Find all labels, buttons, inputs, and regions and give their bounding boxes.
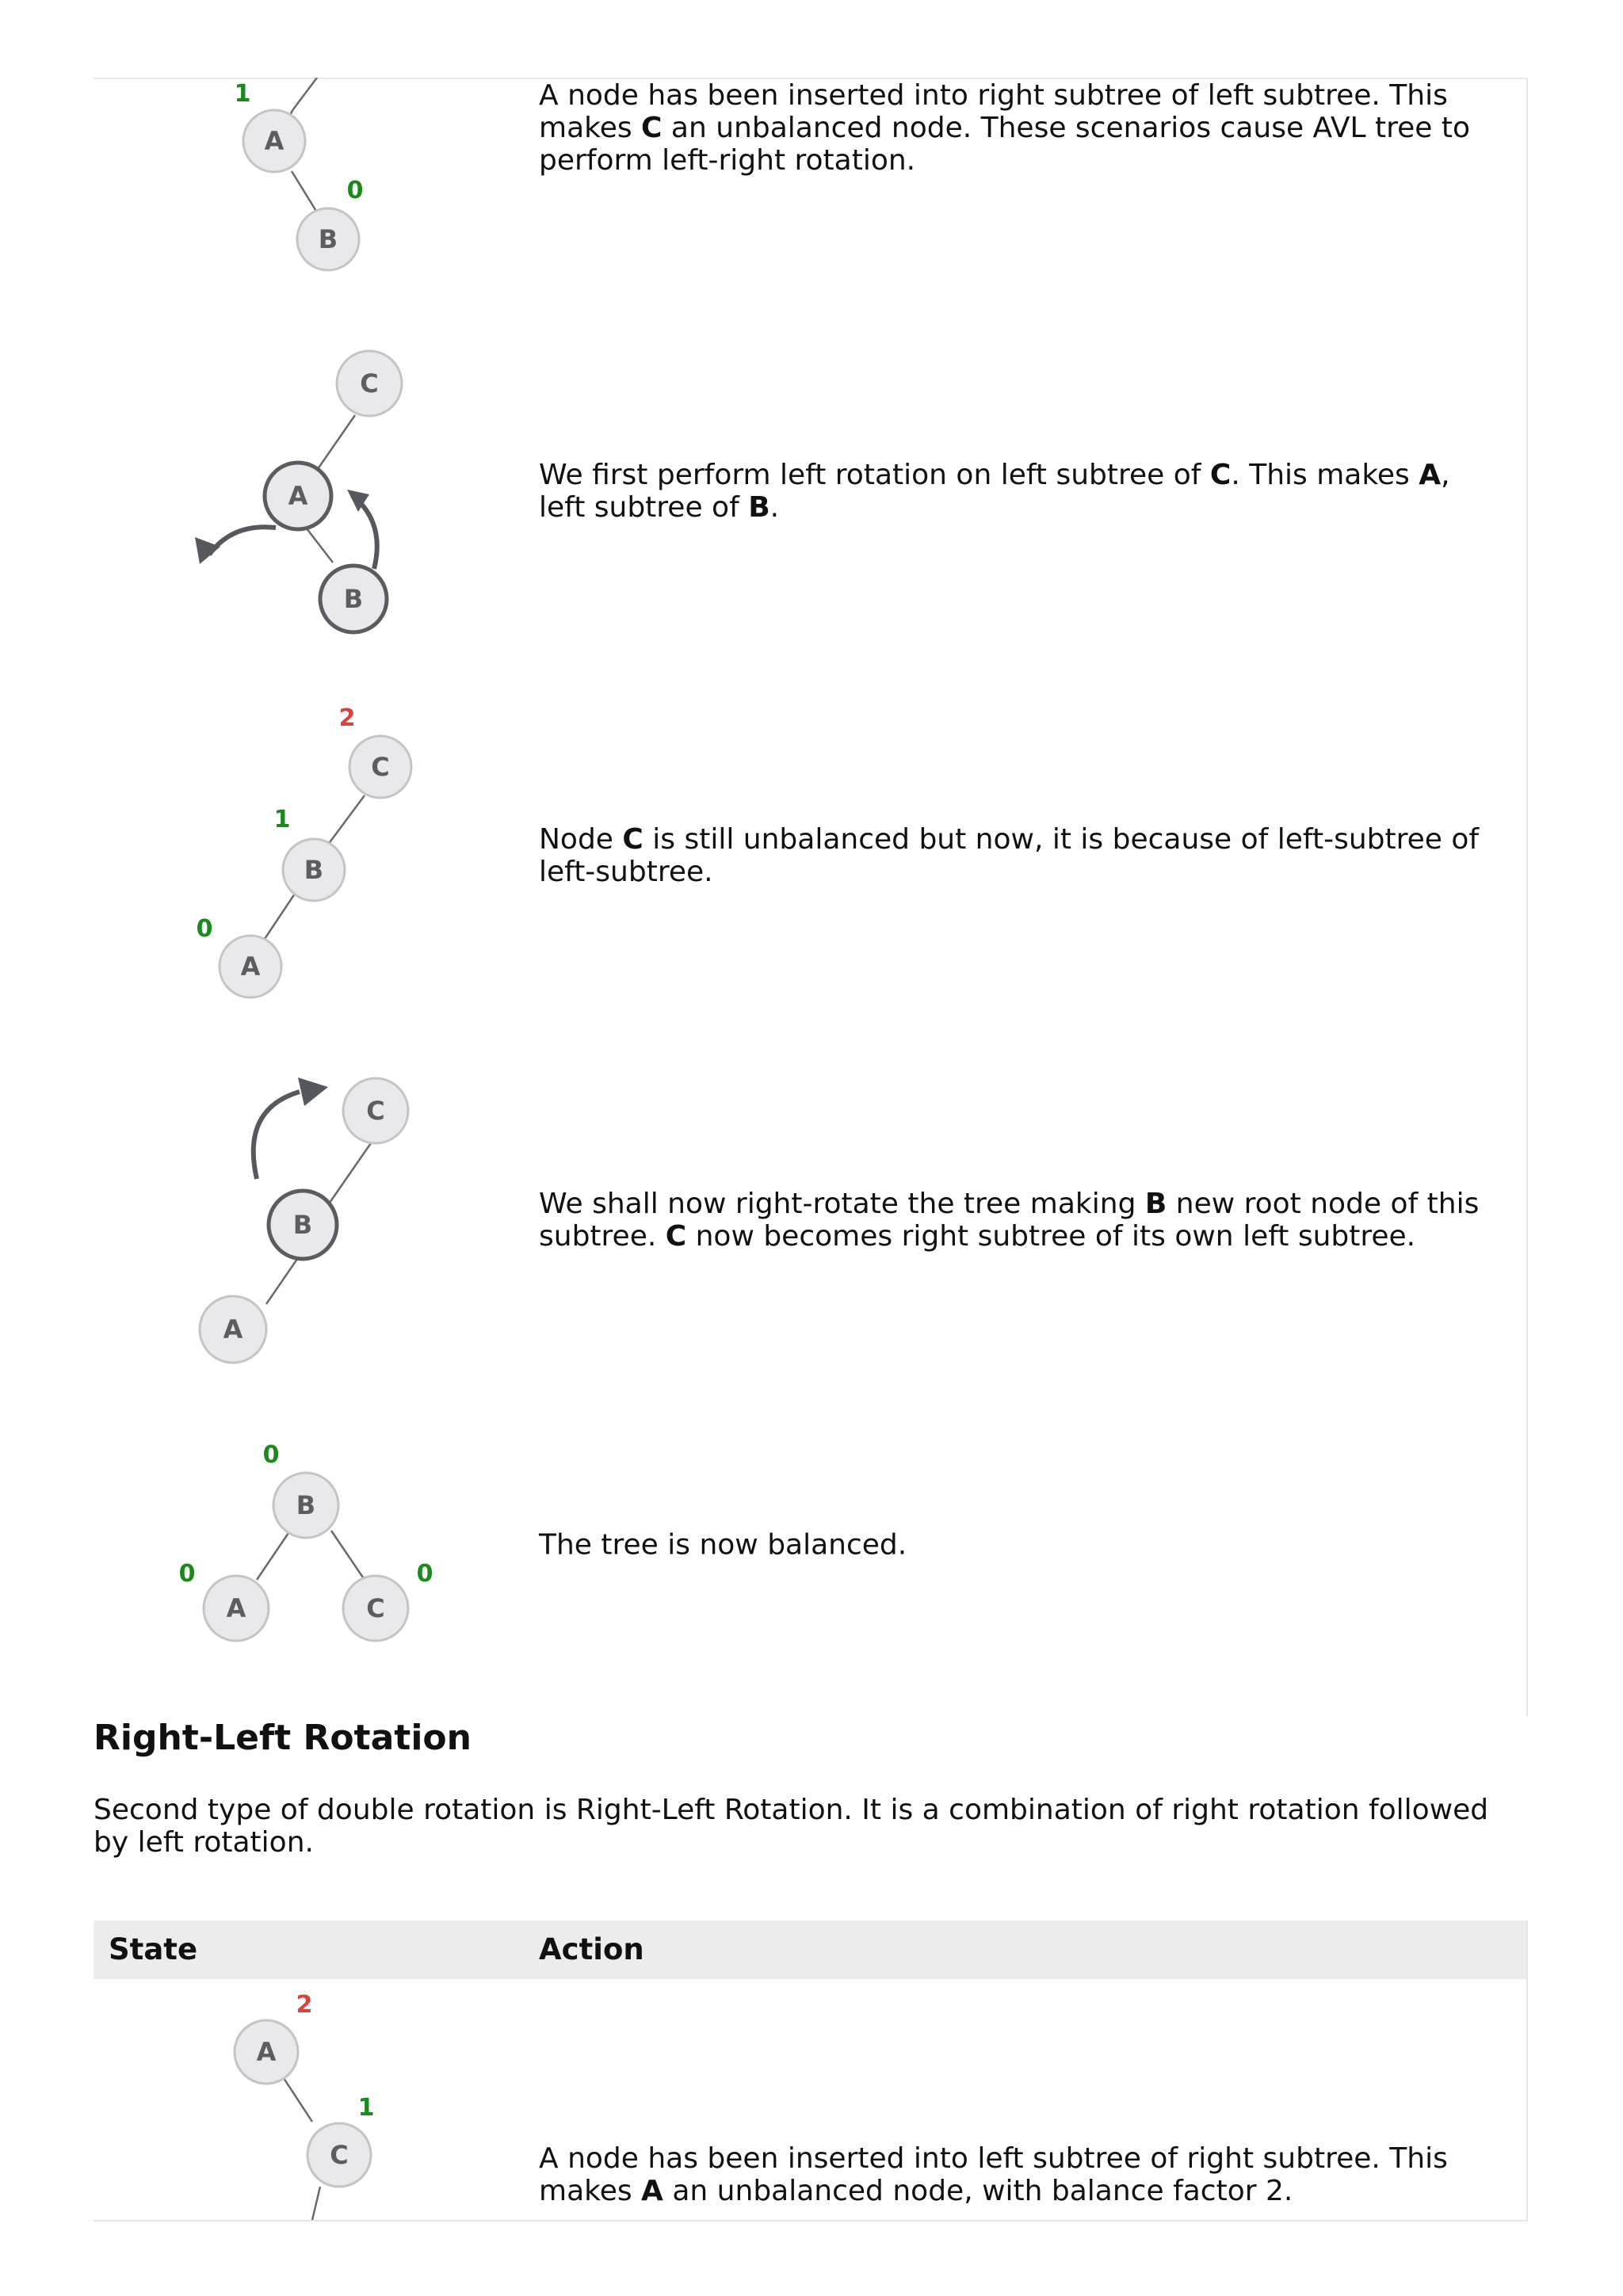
tree-node — [283, 839, 345, 901]
tree-node — [265, 463, 331, 529]
tree-diagram — [94, 697, 537, 1014]
svg-text:C: C — [366, 1096, 385, 1126]
tree-node — [243, 110, 305, 172]
tree-node — [273, 1473, 338, 1538]
tree-edge — [330, 1141, 372, 1203]
svg-text:A: A — [256, 2037, 277, 2067]
balance-factor: 0 — [262, 1441, 280, 1469]
action-cell: The tree is now balanced. — [539, 1528, 907, 1562]
balance-factor: 0 — [178, 1560, 196, 1588]
action-cell: We first perform left rotation on left subtree of C. This makes A, left subtree of B. — [539, 459, 1450, 524]
rotate-right-arrow-icon — [298, 1077, 328, 1106]
tree-node — [307, 2123, 371, 2187]
balance-factor: 2 — [296, 1991, 313, 2019]
svg-text:A: A — [240, 952, 261, 982]
balance-factor: 0 — [346, 177, 364, 204]
tree-diagram — [94, 78, 537, 284]
tree-node — [200, 1296, 266, 1363]
tree-edge — [293, 78, 317, 109]
action-cell: A node has been inserted into left subtree of right subtree. This makes A an unbalanced node, with balance factor 2. — [539, 2142, 1448, 2207]
tree-diagram — [94, 1426, 537, 1664]
tree-edge — [282, 2076, 312, 2122]
table-row — [94, 333, 1526, 650]
svg-text:C: C — [371, 752, 390, 782]
svg-text:B: B — [304, 855, 324, 885]
balance-factor: 2 — [338, 704, 356, 732]
tree-node — [204, 1576, 269, 1641]
action-cell: Node C is still unbalanced but now, it is because of left-subtree of left-subtree. — [539, 823, 1480, 888]
tree-edge — [312, 2187, 320, 2220]
section-paragraph: Second type of double rotation is Right-Left Rotation. It is a combination of right rotation followed by left rotation. — [94, 1794, 1489, 1859]
svg-text:C: C — [330, 2140, 349, 2170]
svg-text:C: C — [360, 368, 379, 399]
table-row — [94, 697, 1526, 1014]
svg-text:A: A — [223, 1314, 243, 1344]
rotate-right-arrow-icon — [254, 1092, 300, 1179]
svg-text:B: B — [296, 1490, 316, 1520]
table-row — [94, 1426, 1526, 1664]
svg-text:B: B — [318, 224, 338, 254]
tree-edge — [331, 1531, 365, 1580]
tree-node — [269, 1191, 337, 1259]
table-row — [94, 78, 1526, 284]
table-row — [94, 1979, 1526, 2220]
tree-node — [337, 351, 402, 416]
balance-factor: 1 — [234, 80, 251, 108]
balance-factor: 1 — [273, 806, 291, 833]
section-heading: Right-Left Rotation — [94, 1718, 472, 1758]
tree-edge — [263, 894, 295, 941]
tree-node — [235, 2020, 298, 2084]
tree-node — [320, 566, 387, 632]
balance-factor: 1 — [357, 2094, 375, 2122]
state-cell — [94, 78, 537, 284]
tree-edge — [257, 1531, 290, 1580]
svg-text:A: A — [288, 481, 308, 511]
svg-text:B: B — [292, 1210, 313, 1240]
tree-node — [343, 1576, 408, 1641]
action-cell: A node has been inserted into right subtree of left subtree. This makes C an unbalanced node. These scenarios cause AVL tree to perform left-right rotation. — [539, 79, 1470, 177]
tree-diagram — [94, 1062, 537, 1379]
balance-factor: 0 — [196, 915, 213, 943]
state-cell — [94, 333, 537, 650]
state-cell — [94, 697, 537, 1014]
action-column-header: Action — [539, 1932, 644, 1966]
balance-factor: 0 — [416, 1560, 433, 1588]
svg-text:A: A — [264, 126, 285, 156]
state-cell — [94, 1062, 537, 1379]
rotate-left-arrow-icon — [195, 537, 220, 564]
table-row — [94, 1062, 1526, 1379]
tree-diagram — [94, 333, 537, 650]
svg-text:C: C — [366, 1593, 385, 1623]
tree-node — [349, 736, 411, 798]
action-cell: We shall now right-rotate the tree making B new root node of this subtree. C now becomes right subtree of its own left subtree. — [539, 1188, 1480, 1253]
tree-node — [297, 208, 359, 270]
tree-node — [220, 936, 281, 997]
rotate-left-arrow-icon — [209, 527, 276, 555]
tree-node — [343, 1078, 408, 1143]
svg-text:A: A — [226, 1593, 246, 1623]
tree-edge — [292, 171, 317, 212]
tree-diagram — [94, 1979, 537, 2220]
state-cell — [94, 1979, 537, 2220]
svg-text:B: B — [343, 584, 364, 614]
state-cell — [94, 1426, 537, 1664]
state-column-header: State — [109, 1932, 198, 1966]
